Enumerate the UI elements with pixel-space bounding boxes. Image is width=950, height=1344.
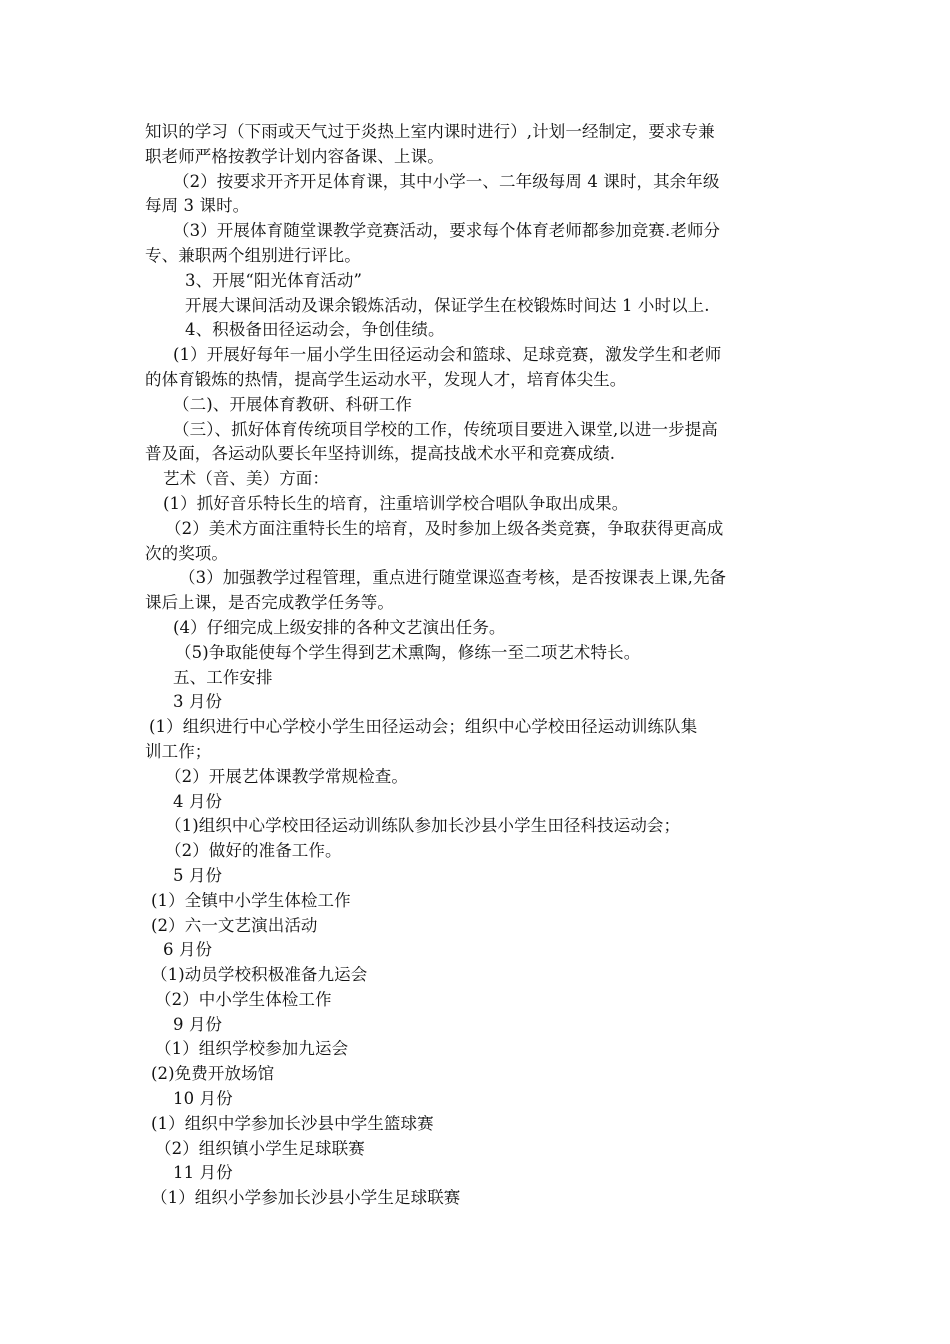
text-line: (1）开展好每年一届小学生田径运动会和篮球、足球竞赛，激发学生和老师 [173,345,722,365]
month-heading: 3 月份 [173,692,223,712]
text-line: (1）组织中学参加长沙县中学生篮球赛 [151,1113,434,1133]
text-line: （3）加强教学过程管理，重点进行随堂课巡查考核，是否按课表上课,先备 [179,568,727,588]
text-line: （1）组织学校参加九运会 [155,1039,349,1059]
month-heading: 9 月份 [173,1014,223,1034]
text-line: 专、兼职两个组别进行评比。 [145,245,361,265]
text-line: （2）美术方面注重特长生的培育，及时参加上级各类竞赛，争取获得更高成 [165,518,724,538]
text-line: （1）组织小学参加长沙县小学生足球联赛 [151,1188,461,1208]
month-heading: 10 月份 [173,1089,233,1109]
section-heading: 艺术（音、美）方面： [163,469,329,489]
text-line: (2)免费开放场馆 [151,1064,275,1084]
month-heading: 4 月份 [173,791,223,811]
text-line: 每周 3 课时。 [145,196,250,216]
month-heading: 5 月份 [173,865,223,885]
text-line: 普及面，各运动队要长年坚持训练，提高技战术水平和竞赛成绩. [145,444,616,464]
text-line: （2）做好的准备工作。 [165,841,342,861]
text-line: 次的奖项。 [145,543,228,563]
text-line: 的体育锻炼的热情，提高学生运动水平，发现人才，培育体尖生。 [145,369,627,389]
text-line: （2）按要求开齐开足体育课，其中小学一、二年级每周 4 课时，其余年级 [173,171,720,191]
text-line: （1)动员学校积极准备九运会 [151,965,368,985]
text-line: 训工作； [145,741,212,761]
text-line: （3）开展体育随堂课教学竞赛活动，要求每个体育老师都参加竞赛.老师分 [173,221,721,241]
text-line: （5)争取能使每个学生得到艺术熏陶，修练一至二项艺术特长。 [175,642,641,662]
text-line: （2）开展艺体课教学常规检查。 [165,766,408,786]
text-line: （2）组织镇小学生足球联赛 [155,1138,365,1158]
text-line: (2）六一文艺演出活动 [151,915,318,935]
text-line: (1）组织进行中心学校小学生田径运动会；组织中心学校田径运动训练队集 [149,717,698,737]
text-line: 课后上课，是否完成教学任务等。 [145,593,394,613]
text-line: 职老师严格按教学计划内容备课、上课。 [145,146,444,166]
text-line: （1)组织中心学校田径运动训练队参加长沙县小学生田径科技运动会； [165,816,681,836]
section-heading: 五、工作安排 [173,667,273,687]
text-line: (1）全镇中小学生体检工作 [151,890,351,910]
text-line: (4）仔细完成上级安排的各种文艺演出任务。 [173,617,506,637]
document-page [145,120,810,1211]
section-heading: 3、开展“阳光体育活动” [185,270,363,290]
text-line: （三）、抓好体育传统项目学校的工作，传统项目要进入课堂,以进一步提高 [173,419,718,439]
month-heading: 6 月份 [163,940,213,960]
text-line: 知识的学习（下雨或天气过于炎热上室内课时进行）,计划一经制定，要求专兼 [145,122,715,141]
section-heading: 4、积极备田径运动会，争创佳绩。 [185,320,445,340]
month-heading: 11 月份 [173,1163,233,1183]
text-line: (1）抓好音乐特长生的培育，注重培训学校合唱队争取出成果。 [163,493,629,513]
text-line: （2）中小学生体检工作 [155,989,332,1009]
text-line: 开展大课间活动及课余锻炼活动，保证学生在校锻炼时间达 1 小时以上. [185,295,710,315]
section-heading: （二)、开展体育教研、科研工作 [173,394,412,414]
